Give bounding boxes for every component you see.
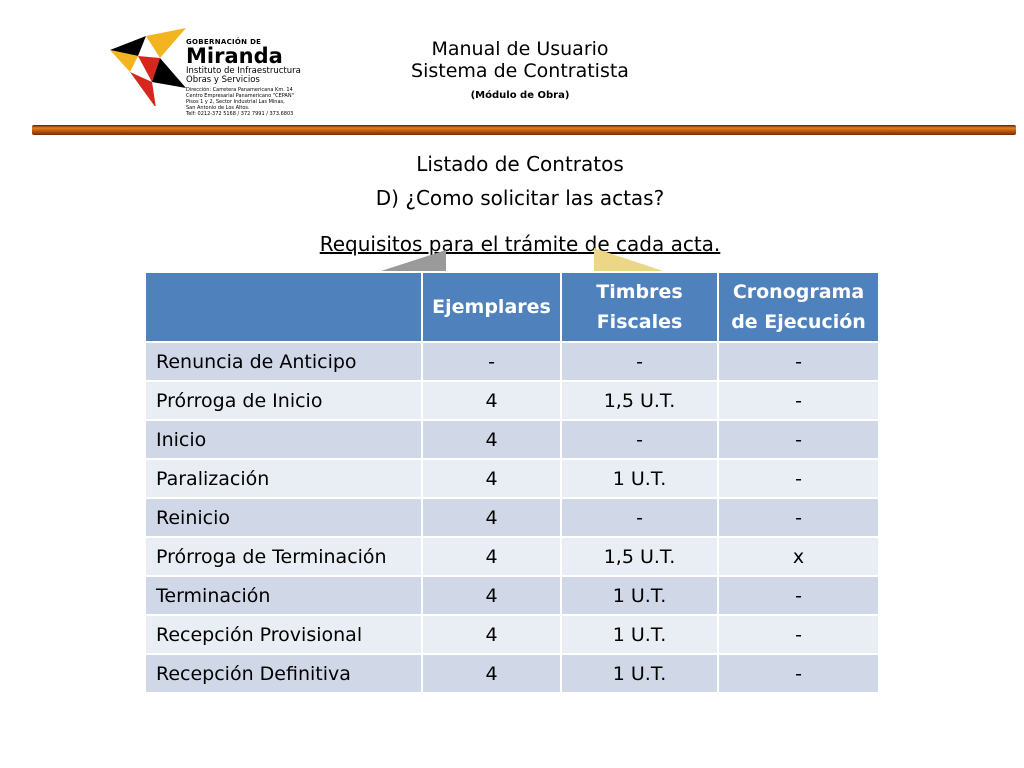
act-name: Prórroga de Terminación — [145, 537, 422, 576]
cronograma-value: - — [718, 342, 879, 381]
module-label: (Módulo de Obra) — [470, 90, 570, 101]
table-row — [145, 459, 879, 498]
table-header-row — [145, 272, 879, 342]
ejemplares-value: 4 — [422, 459, 561, 498]
table-row — [145, 381, 879, 420]
address-line: Pisos 1 y 2, Sector Industrial Las Minas, — [186, 99, 285, 105]
logo-name: Miranda — [186, 44, 283, 68]
timbres-value: 1 U.T. — [561, 654, 718, 693]
logo-address — [186, 87, 346, 117]
table-row — [145, 537, 879, 576]
decorative-triangle-yellow — [594, 248, 666, 272]
system-title: Sistema de Contratista — [411, 60, 629, 82]
header-cronograma: Cronograma de Ejecución — [718, 272, 879, 342]
logo-gobernacion: GOBERNACIÓN DE — [186, 38, 262, 46]
timbres-value: 1,5 U.T. — [561, 537, 718, 576]
cronograma-value: - — [718, 459, 879, 498]
ejemplares-value: 4 — [422, 381, 561, 420]
timbres-value: 1,5 U.T. — [561, 381, 718, 420]
act-name: Reinicio — [145, 498, 422, 537]
requirements-heading: Requisitos para el trámite de cada acta. — [319, 232, 721, 256]
timbres-value: 1 U.T. — [561, 576, 718, 615]
timbres-value: - — [561, 420, 718, 459]
header-divider — [32, 125, 1016, 135]
act-name: Terminación — [145, 576, 422, 615]
table-row — [145, 654, 879, 693]
act-name: Prórroga de Inicio — [145, 381, 422, 420]
header-timbres-fiscales: Timbres Fiscales — [561, 272, 718, 342]
manual-title: Manual de Usuario — [431, 38, 609, 60]
table-row — [145, 498, 879, 537]
logo-institute-line1: Instituto de Infraestructura — [186, 66, 301, 76]
address-line: Centro Empresarial Panamericano "CEPAN" — [186, 93, 294, 99]
cronograma-value: - — [718, 576, 879, 615]
ejemplares-value: 4 — [422, 654, 561, 693]
ejemplares-value: - — [422, 342, 561, 381]
requirements-table — [144, 271, 880, 694]
ejemplares-value: 4 — [422, 537, 561, 576]
cronograma-value: - — [718, 654, 879, 693]
act-name: Paralización — [145, 459, 422, 498]
timbres-value: - — [561, 498, 718, 537]
ejemplares-value: 4 — [422, 420, 561, 459]
ejemplares-value: 4 — [422, 498, 561, 537]
table-row — [145, 615, 879, 654]
act-name: Inicio — [145, 420, 422, 459]
section-title: Listado de Contratos — [416, 152, 624, 176]
cronograma-value: - — [718, 498, 879, 537]
header-cell — [145, 272, 422, 342]
table-row — [145, 576, 879, 615]
act-name: Recepción Definitiva — [145, 654, 422, 693]
timbres-value: 1 U.T. — [561, 459, 718, 498]
header-ejemplares: Ejemplares — [422, 272, 561, 342]
timbres-value: - — [561, 342, 718, 381]
ejemplares-value: 4 — [422, 576, 561, 615]
logo-institute-line2: Obras y Servicios — [186, 75, 260, 85]
miranda-logo — [108, 26, 338, 121]
cronograma-value: x — [718, 537, 879, 576]
act-name: Renuncia de Anticipo — [145, 342, 422, 381]
table-row — [145, 342, 879, 381]
cronograma-value: - — [718, 420, 879, 459]
cronograma-value: - — [718, 615, 879, 654]
address-line: San Antonio de Los Altos. — [186, 105, 250, 111]
timbres-value: 1 U.T. — [561, 615, 718, 654]
address-line: Telf: 0212-372 5168 / 372 7991 / 373.6803 — [186, 111, 294, 117]
ejemplares-value: 4 — [422, 615, 561, 654]
section-question: D) ¿Como solicitar las actas? — [375, 186, 665, 210]
act-name: Recepción Provisional — [145, 615, 422, 654]
decorative-triangle-gray — [378, 250, 446, 272]
table-row — [145, 420, 879, 459]
address-line: Dirección: Carretera Panamericana Km. 14 — [186, 87, 293, 93]
miranda-star-icon — [108, 26, 198, 106]
cronograma-value: - — [718, 381, 879, 420]
